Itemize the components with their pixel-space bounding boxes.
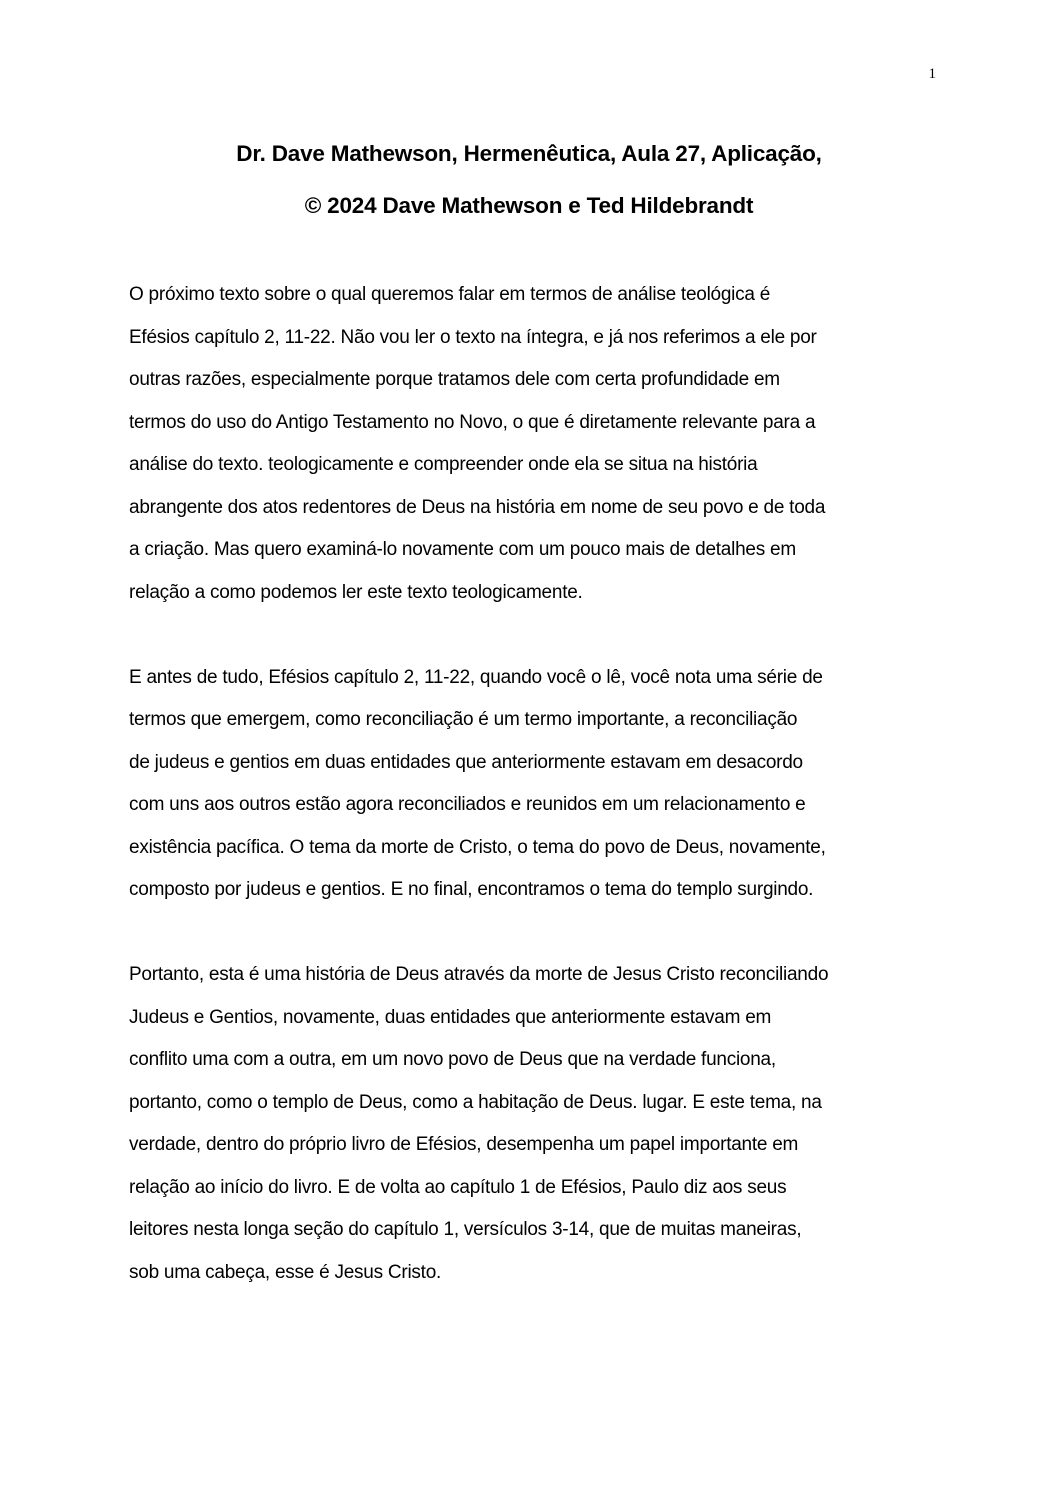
- text-line: Efésios capítulo 2, 11-22. Não vou ler o texto na íntegra, e já nos referimos a ele por: [129, 326, 817, 348]
- text-line: outras razões, especialmente porque tratamos dele com certa profundidade em: [129, 369, 780, 390]
- title-line-1: Dr. Dave Mathewson, Hermenêutica, Aula 27, Aplicação,: [236, 141, 822, 166]
- title-line-2: © 2024 Dave Mathewson e Ted Hildebrandt: [304, 193, 754, 218]
- text-line: termos do uso do Antigo Testamento no Novo, o que é diretamente relevante para a: [129, 411, 816, 433]
- text-line: composto por judeus e gentios. E no final, encontramos o tema do templo surgindo.: [129, 879, 814, 900]
- text-line: abrangente dos atos redentores de Deus na história em nome de seu povo e de toda: [129, 496, 826, 518]
- text-line: E antes de tudo, Efésios capítulo 2, 11-22, quando você o lê, você nota uma série de: [129, 666, 823, 688]
- document-title: [0, 128, 1058, 232]
- text-line: portanto, como o templo de Deus, como a habitação de Deus. lugar. E este tema, na: [129, 1091, 822, 1113]
- text-line: relação a como podemos ler este texto teologicamente.: [129, 581, 583, 603]
- page-number: 1: [928, 66, 936, 82]
- paragraph-1: [129, 274, 929, 614]
- text-line: relação ao início do livro. E de volta ao capítulo 1 de Efésios, Paulo diz aos seus: [129, 1176, 787, 1198]
- text-line: termos que emergem, como reconciliação é um termo importante, a reconciliação: [129, 709, 798, 730]
- text-line: verdade, dentro do próprio livro de Efésios, desempenha um papel importante em: [129, 1134, 799, 1155]
- text-line: com uns aos outros estão agora reconciliados e reunidos em um relacionamento e: [129, 794, 806, 815]
- text-line: Judeus e Gentios, novamente, duas entidades que anteriormente estavam em: [129, 1006, 772, 1028]
- paragraph-3: [129, 954, 929, 1294]
- text-line: sob uma cabeça, esse é Jesus Cristo.: [129, 1261, 442, 1283]
- text-line: Portanto, esta é uma história de Deus através da morte de Jesus Cristo reconciliando: [129, 964, 829, 985]
- text-line: leitores nesta longa seção do capítulo 1, versículos 3-14, que de muitas maneiras,: [129, 1219, 802, 1240]
- document-body: [129, 274, 929, 1337]
- text-line: O próximo texto sobre o qual queremos falar em termos de análise teológica é: [129, 284, 771, 305]
- paragraph-2: [129, 657, 929, 912]
- text-line: conflito uma com a outra, em um novo povo de Deus que na verdade funciona,: [129, 1049, 776, 1070]
- text-line: a criação. Mas quero examiná-lo novamente com um pouco mais de detalhes em: [129, 539, 796, 560]
- text-line: existência pacífica. O tema da morte de Cristo, o tema do povo de Deus, novamente,: [129, 836, 826, 858]
- text-line: de judeus e gentios em duas entidades que anteriormente estavam em desacordo: [129, 751, 803, 773]
- text-line: análise do texto. teologicamente e compreender onde ela se situa na história: [129, 454, 758, 475]
